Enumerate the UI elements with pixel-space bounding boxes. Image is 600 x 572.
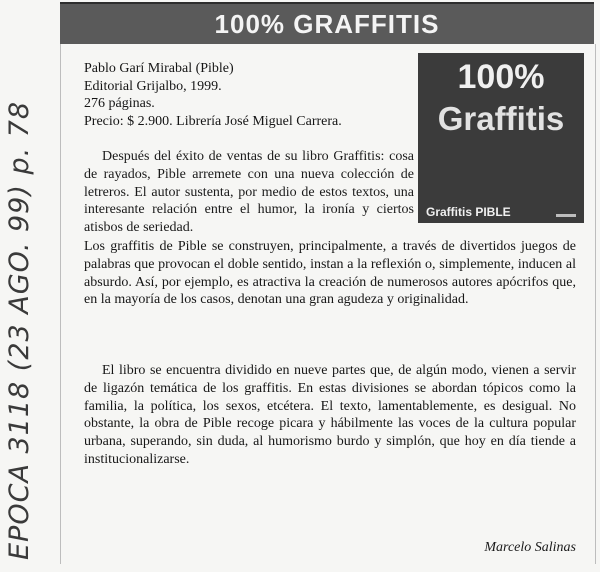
cover-footer: Graffitis PIBLE	[426, 205, 511, 219]
article-signature: Marcelo Salinas	[484, 540, 576, 555]
article-title: 100% GRAFFITIS	[214, 8, 440, 39]
book-details	[84, 60, 414, 130]
paragraph-1-lead: Después del éxito de ventas de su libro Graffitis: cosa de rayados, Pible arremete con una nueva colección de letreros. El autor sustenta, por medio de estos textos, una interesante relación entre el humor, la ironía y ciertos atisbos de seriedad.	[84, 149, 414, 236]
book-price: Precio: $ 2.900. Librería José Miguel Carrera.	[84, 113, 342, 129]
handwritten-margin-note: EPOCA 3118 (23 AGO. 99) p. 78	[4, 100, 35, 560]
book-publisher: Editorial Grijalbo, 1999.	[84, 78, 222, 94]
book-pages: 276 páginas.	[84, 96, 155, 111]
paragraph-2: El libro se encuentra dividido en nueve partes que, de algún modo, vienen a servir de ligazón temática de los graffitis. En estas divisiones se abordan tópicos como la familia, la política, los sexos, etcétera. El texto, lamentablemente, es desigual. No obstante, la obra de Pible recoge picara y hábilmente las voces de la cultura popular urbana, superando, sin duda, al humorismo burdo y simplón, que hoy en día tiende a institucionalizarse.	[84, 363, 576, 467]
cover-title-main: Graffitis	[437, 100, 565, 137]
book-author: Pablo Garí Mirabal (Pible)	[84, 61, 234, 76]
cover-title-top: 100%	[457, 58, 545, 96]
book-cover-image	[418, 53, 584, 223]
cover-logo-mark	[556, 214, 576, 217]
title-banner	[60, 2, 594, 44]
paragraph-1-rest: Los graffitis de Pible se construyen, principalmente, a través de divertidos juegos de palabras que provocan el doble sentido, instan a la reflexión o, simplemente, inducen al absurdo. Así, por ejemplo, es atractiva la creación de numerosos autores apócrifos que, en la mayoría de los casos, denotan una gran agudeza y originalidad.	[84, 239, 576, 308]
